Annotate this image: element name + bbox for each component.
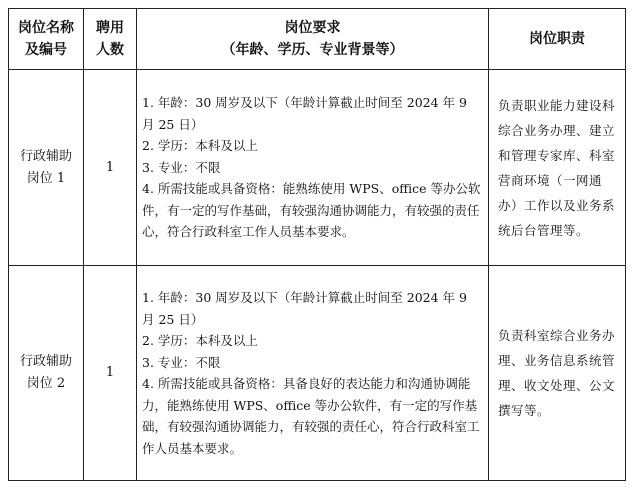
- requirement-major: 3. 专业：不限: [142, 354, 221, 370]
- requirement-skills: 4. 所需技能或具备资格：具备良好的表达能力和沟通协调能力，能熟练使用 WPS、office 等办公软件，有一定的写作基础，有较强沟通协调能力，有较强的责任心，符合行政科室工作人员基本要求。: [142, 376, 480, 456]
- requirement-education: 2. 学历：本科及以上: [142, 138, 258, 154]
- table-row: [9, 266, 626, 481]
- header-position-name: [9, 9, 84, 70]
- requirement-education: 2. 学历：本科及以上: [142, 333, 258, 348]
- header-requirements: [137, 9, 489, 70]
- requirement-major: 3. 专业：不限: [142, 159, 221, 175]
- requirement-age: 1. 年龄：30 周岁及以下（年龄计算截止时间至 2024 年 9 月 25 日）: [142, 290, 467, 327]
- header-requirements-line-1: 岗位要求: [284, 20, 341, 36]
- requirement-age: 1. 年龄：30 周岁及以下（年龄计算截止时间至 2024 年 9 月 25 日）: [142, 95, 467, 132]
- position-name-cell: [9, 70, 84, 266]
- header-duties: 岗位职责: [489, 9, 626, 70]
- header-position-name-line-1: 岗位名称: [18, 20, 74, 36]
- duties-cell: 负责科室综合业务办理、业务信息系统管理、收文处理、公文撰写等。: [489, 266, 626, 481]
- header-hiring-count: [84, 9, 137, 70]
- hiring-count-cell: 1: [84, 70, 137, 266]
- header-hiring-count-line-1: 聘用: [96, 20, 124, 36]
- header-position-name-line-2: 及编号: [25, 42, 67, 58]
- table-header-row: [9, 9, 626, 70]
- position-name-line-1: 行政辅助: [19, 148, 72, 164]
- requirements-cell: [137, 266, 489, 481]
- requirement-skills: 4. 所需技能或具备资格：能熟练使用 WPS、office 等办公软件，有一定的写作基础，有较强沟通协调能力，有较强的责任心，符合行政科室工作人员基本要求。: [142, 181, 481, 240]
- position-name-line-2: 岗位 2: [26, 376, 66, 391]
- duties-cell: 负责职业能力建设科综合业务办理、建立和管理专家库、科室营商环境（一网通办）工作以及业务系统后台管理等。: [489, 70, 626, 266]
- table-row: [9, 70, 626, 266]
- position-name-line-1: 行政辅助: [19, 354, 72, 369]
- position-name-line-2: 岗位 1: [26, 170, 66, 186]
- position-name-cell: [9, 266, 84, 481]
- header-hiring-count-line-2: 人数: [96, 42, 124, 58]
- job-requirements-table: [8, 8, 626, 481]
- job-requirements-document: [8, 8, 625, 481]
- requirements-cell: [137, 70, 489, 266]
- hiring-count-cell: 1: [84, 266, 137, 481]
- header-requirements-line-2: （年龄、学历、专业背景等）: [221, 42, 404, 58]
